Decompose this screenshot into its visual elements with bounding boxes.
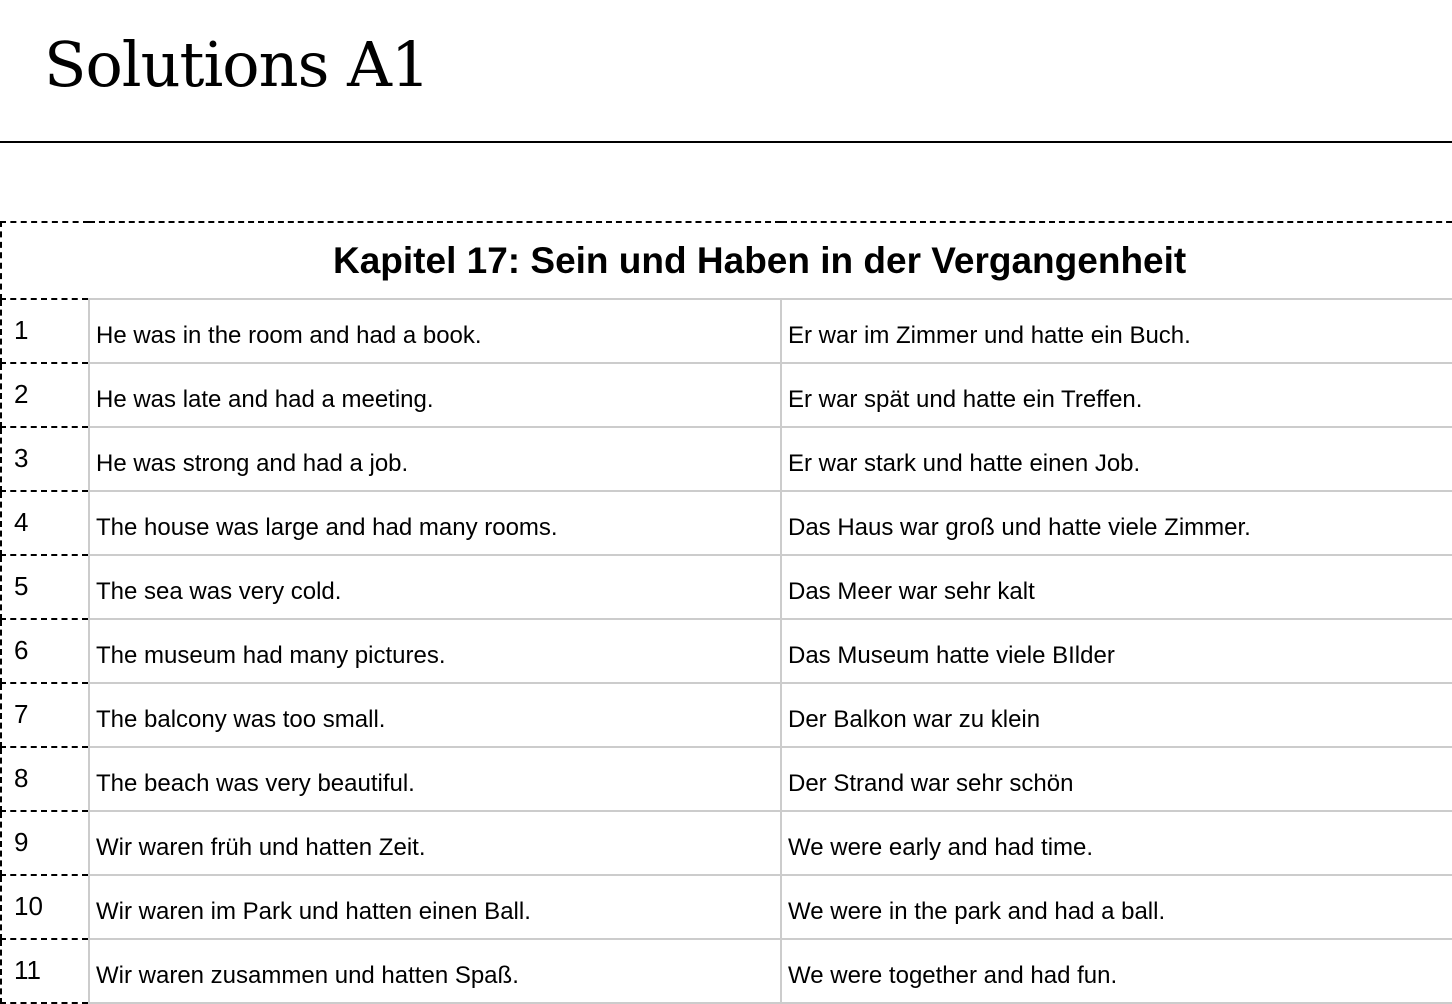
translation: We were early and had time. [781, 811, 1452, 875]
table-row [1, 747, 1452, 811]
page-title: Solutions A1 [44, 28, 430, 101]
row-number: 5 [1, 555, 89, 619]
source-sentence: The house was large and had many rooms. [89, 491, 781, 555]
row-number: 4 [1, 491, 89, 555]
table-row [1, 939, 1452, 1003]
translation: Er war stark und hatte einen Job. [781, 427, 1452, 491]
translation: Das Haus war groß und hatte viele Zimmer. [781, 491, 1452, 555]
source-sentence: Wir waren früh und hatten Zeit. [89, 811, 781, 875]
translation: Das Museum hatte viele BIlder [781, 619, 1452, 683]
table-row [1, 811, 1452, 875]
row-number: 2 [1, 363, 89, 427]
table-heading: Kapitel 17: Sein und Haben in der Vergangenheit [1, 222, 1452, 299]
translation: Er war spät und hatte ein Treffen. [781, 363, 1452, 427]
row-number: 1 [1, 299, 89, 363]
row-number: 10 [1, 875, 89, 939]
table-row [1, 875, 1452, 939]
translation: We were together and had fun. [781, 939, 1452, 1003]
table-row [1, 491, 1452, 555]
source-sentence: The sea was very cold. [89, 555, 781, 619]
translation: We were in the park and had a ball. [781, 875, 1452, 939]
row-number: 7 [1, 683, 89, 747]
row-number: 9 [1, 811, 89, 875]
translation: Der Balkon war zu klein [781, 683, 1452, 747]
table-row [1, 299, 1452, 363]
source-sentence: Wir waren im Park und hatten einen Ball. [89, 875, 781, 939]
table-row [1, 683, 1452, 747]
row-number: 6 [1, 619, 89, 683]
row-number: 8 [1, 747, 89, 811]
source-sentence: The museum had many pictures. [89, 619, 781, 683]
table-row [1, 363, 1452, 427]
divider [0, 141, 1452, 143]
source-sentence: The beach was very beautiful. [89, 747, 781, 811]
table-row [1, 555, 1452, 619]
table-row [1, 427, 1452, 491]
table-row [1, 619, 1452, 683]
source-sentence: The balcony was too small. [89, 683, 781, 747]
source-sentence: Wir waren zusammen und hatten Spaß. [89, 939, 781, 1003]
translation: Der Strand war sehr schön [781, 747, 1452, 811]
row-number: 11 [1, 939, 89, 1003]
source-sentence: He was late and had a meeting. [89, 363, 781, 427]
solutions-table [0, 221, 1452, 1004]
source-sentence: He was in the room and had a book. [89, 299, 781, 363]
translation: Das Meer war sehr kalt [781, 555, 1452, 619]
translation: Er war im Zimmer und hatte ein Buch. [781, 299, 1452, 363]
row-number: 3 [1, 427, 89, 491]
source-sentence: He was strong and had a job. [89, 427, 781, 491]
